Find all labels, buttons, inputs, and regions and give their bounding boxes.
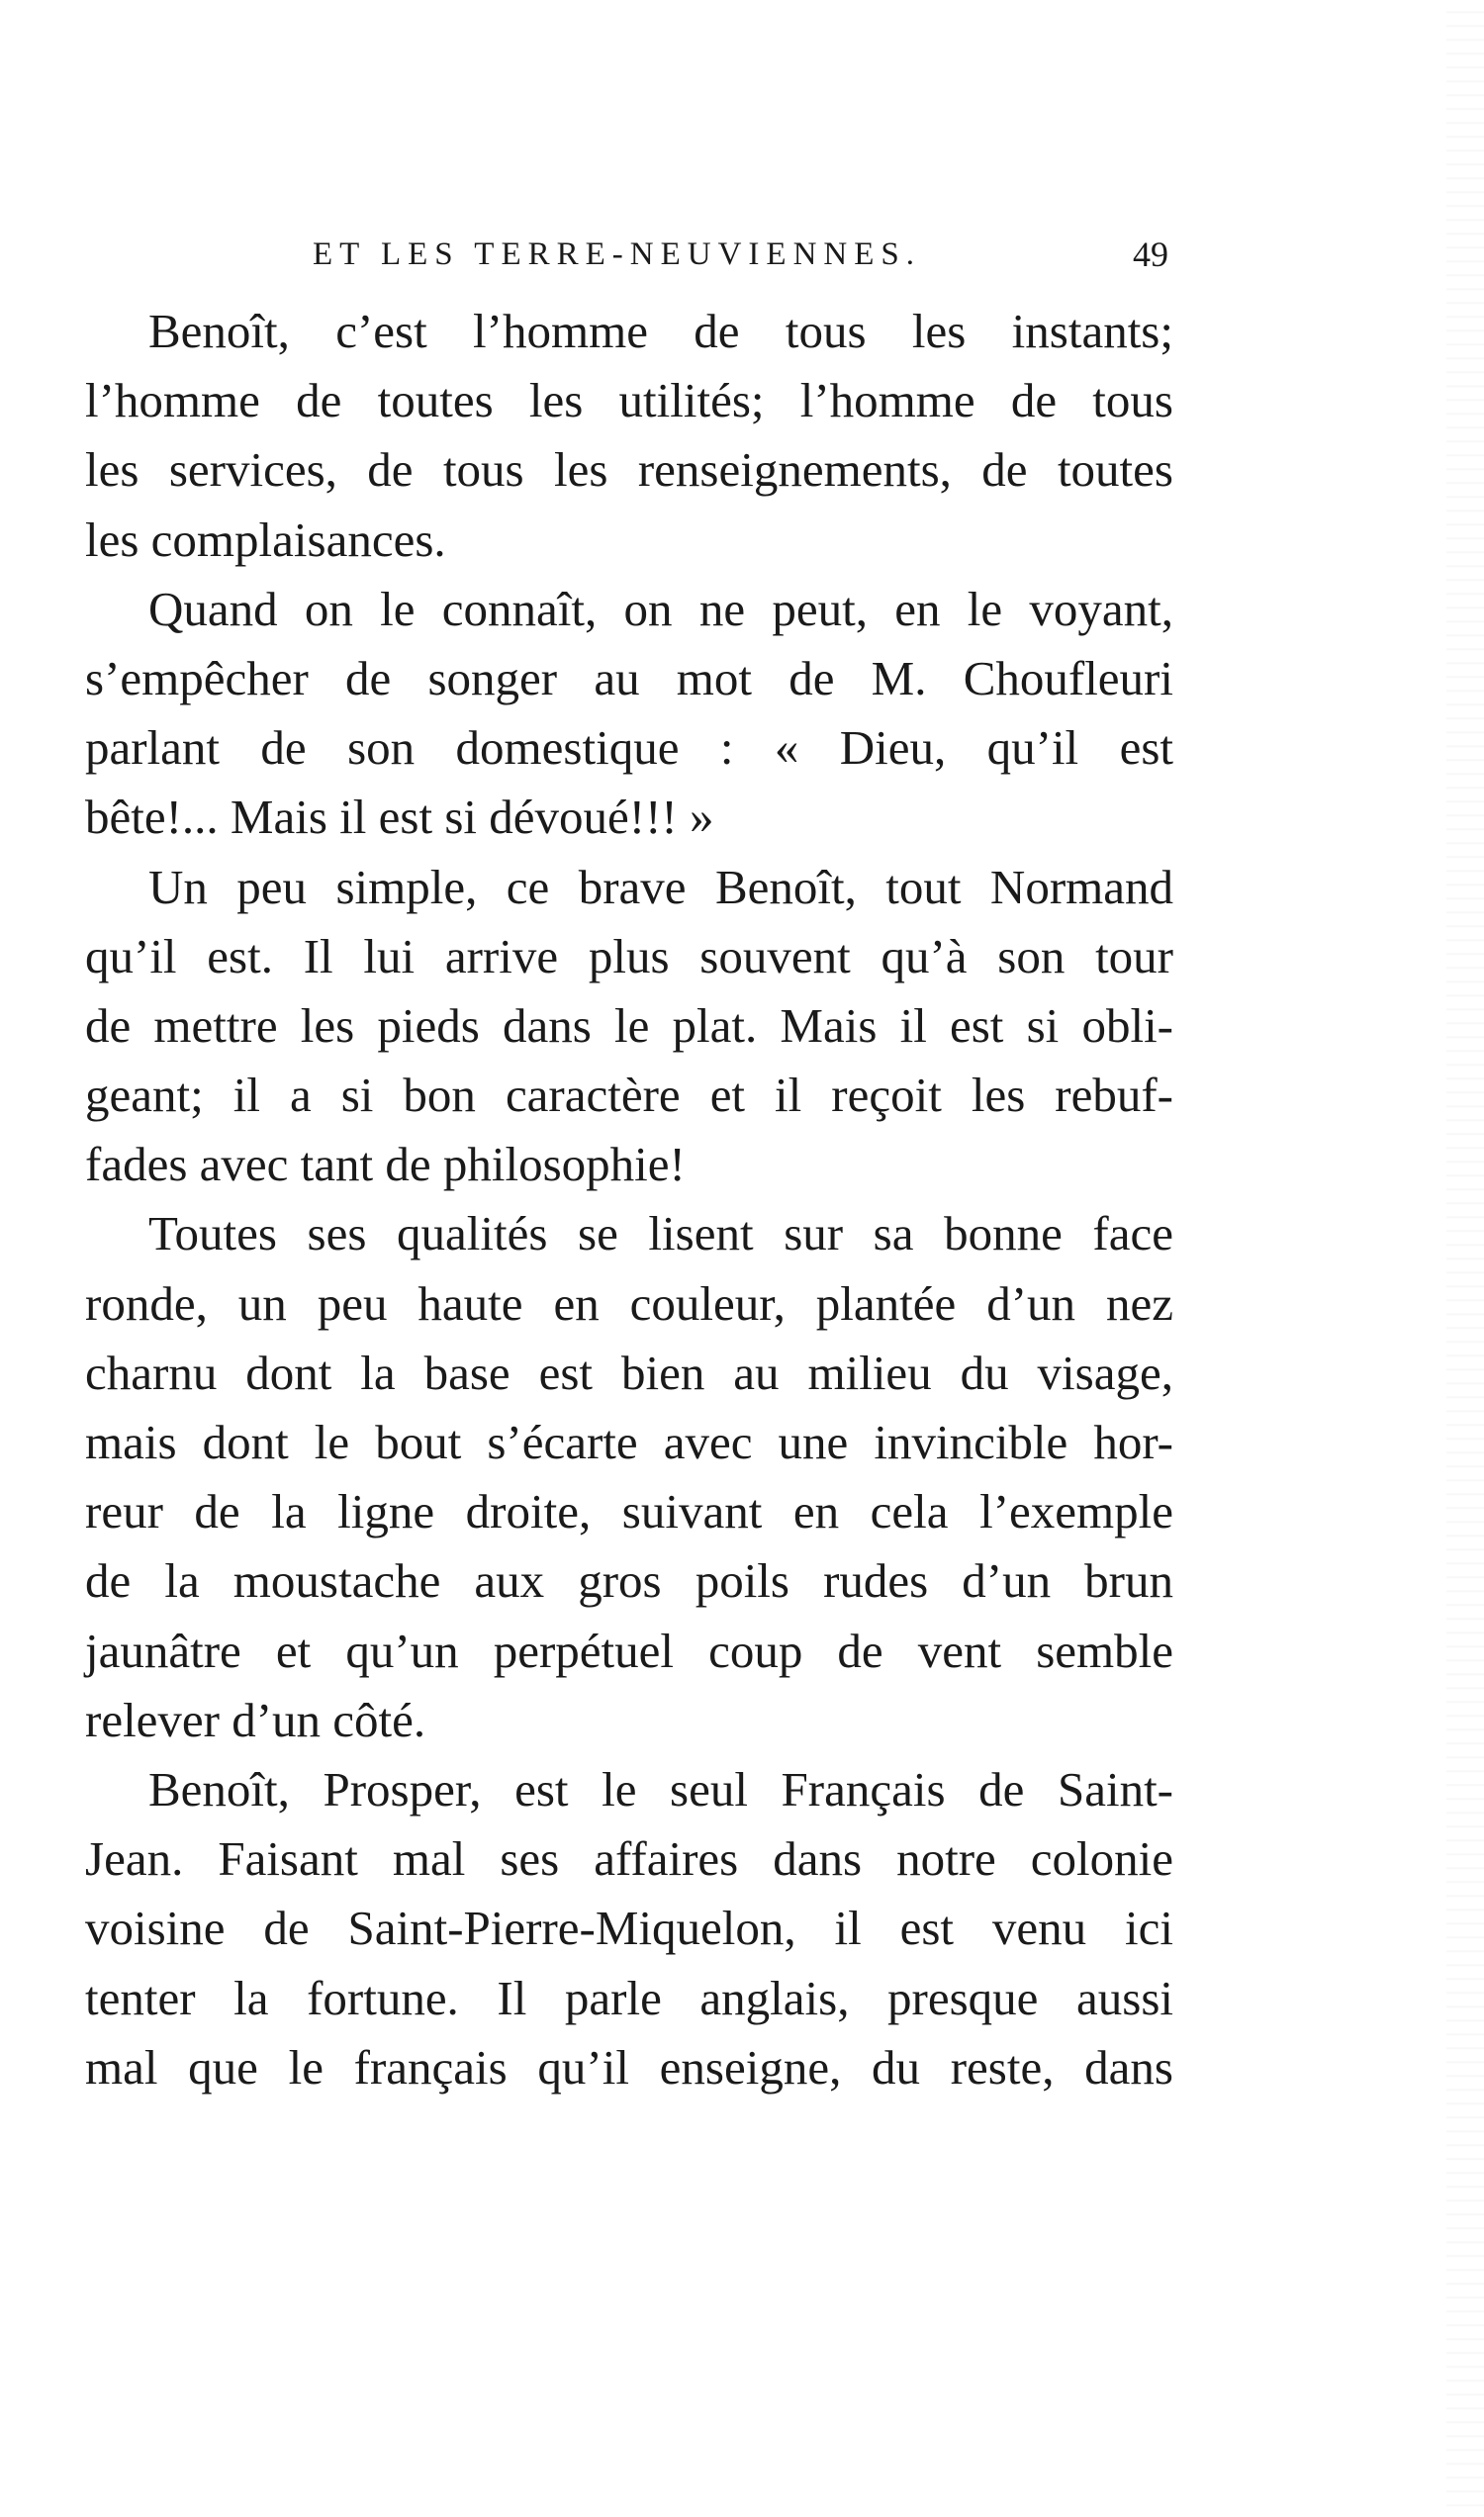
text-line: s’empêcher de songer au mot de M. Choufleuri: [85, 650, 1173, 705]
text-line: Benoît, c’est l’homme de tous les instants;: [148, 304, 1173, 358]
text-line: mal que le français qu’il enseigne, du reste, dans: [85, 2039, 1173, 2095]
text-line: qu’il est. Il lui arrive plus souvent qu’à son tour: [85, 928, 1173, 983]
text-line: de la moustache aux gros poils rudes d’un brun: [85, 1553, 1173, 1609]
text-line: bête!... Mais il est si dévoué!!! »: [85, 790, 714, 845]
text-line: geant; il a si bon caractère et il reçoit les rebuf-: [85, 1068, 1173, 1123]
text-line: jaunâtre et qu’un perpétuel coup de vent semble: [85, 1623, 1173, 1678]
text-line: fades avec tant de philosophie!: [85, 1137, 686, 1192]
text-line: tenter la fortune. Il parle anglais, presque aussi: [85, 1970, 1173, 2025]
text-line: mais dont le bout s’écarte avec une invincible hor-: [85, 1415, 1173, 1469]
running-head: [85, 230, 1168, 279]
text-line: Toutes ses qualités se lisent sur sa bonne face: [148, 1206, 1173, 1261]
text-line: voisine de Saint-Pierre-Miquelon, il est venu ici: [85, 1901, 1173, 1956]
text-line: les services, de tous les renseignements, de toutes: [85, 442, 1173, 498]
text-line: Jean. Faisant mal ses affaires dans notre colonie: [85, 1831, 1173, 1887]
body-text: [85, 297, 1173, 2102]
running-title: ET LES TERRE-NEUVIENNES.: [313, 236, 921, 272]
text-line: Un peu simple, ce brave Benoît, tout Normand: [148, 859, 1173, 914]
text-line: charnu dont la base est bien au milieu du visage,: [85, 1345, 1173, 1400]
text-line: Benoît, Prosper, est le seul Français de Saint-: [148, 1761, 1173, 1817]
scan-edge-artifact: [1446, 0, 1484, 2517]
text-line: parlant de son domestique : « Dieu, qu’il est: [85, 720, 1173, 776]
text-line: les complaisances.: [85, 512, 446, 567]
page-number: 49: [1133, 234, 1168, 274]
text-line: reur de la ligne droite, suivant en cela l’exemple: [85, 1484, 1173, 1539]
text-line: de mettre les pieds dans le plat. Mais il est si obli-: [85, 997, 1173, 1053]
text-line: relever d’un côté.: [85, 1692, 426, 1747]
text-line: Quand on le connaît, on ne peut, en le voyant,: [148, 581, 1173, 636]
text-line: l’homme de toutes les utilités; l’homme de tous: [85, 373, 1173, 428]
text-line: ronde, un peu haute en couleur, plantée d’un nez: [85, 1275, 1173, 1331]
